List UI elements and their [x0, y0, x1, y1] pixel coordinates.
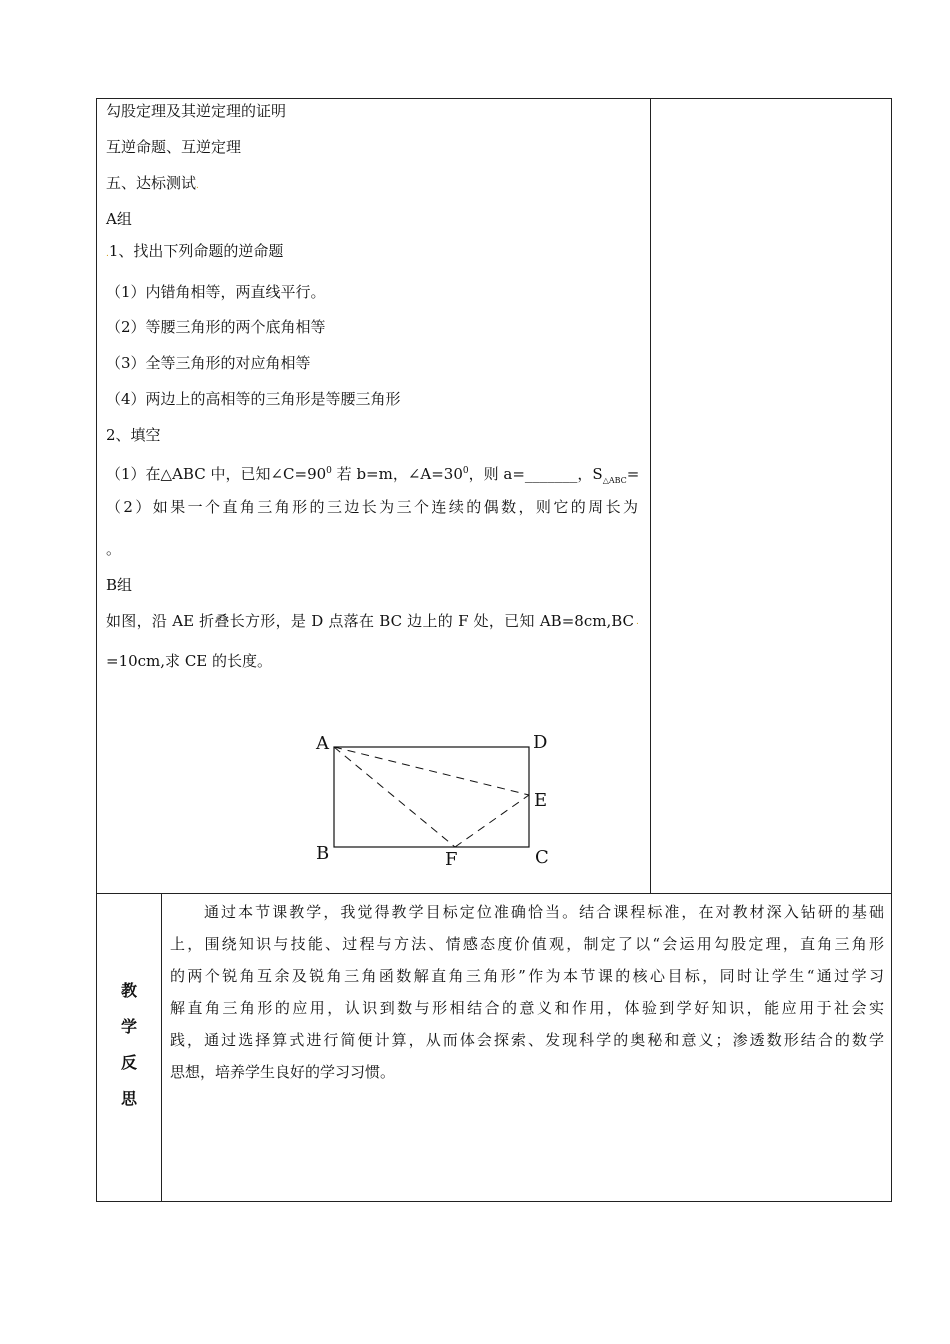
edit-mark: . [196, 181, 199, 191]
edit-mark: . [106, 249, 109, 259]
fill-in-1 [106, 461, 639, 491]
fold-line-ae [334, 747, 529, 795]
degree-mark: 0 [462, 466, 469, 476]
heading-inverse-propositions: 互逆命题、互逆定理 [106, 138, 242, 156]
problem-line-2: =10cm,求 CE 的长度。 [106, 652, 273, 670]
section-assessment [106, 173, 199, 196]
folded-rectangle-figure [305, 725, 565, 875]
reflection-line: 思想，培养学生良好的学习习惯。 [170, 1063, 396, 1081]
column-divider-reflection [161, 893, 162, 1202]
group-a-heading: A组 [106, 210, 132, 228]
reflection-label-char: 教 [120, 981, 137, 1000]
section-assessment-text: 五、达标测试 [106, 174, 197, 192]
item-1: （1）内错角相等，两直线平行。 [106, 283, 326, 301]
question-1 [106, 241, 283, 264]
question-2: 2、填空 [106, 426, 161, 444]
item-2: （2）等腰三角形的两个底角相等 [106, 318, 326, 336]
area-subscript: △ABC [602, 476, 627, 485]
rectangle-abcd [334, 747, 529, 847]
fill-in-1-part-a: （1）在△ABC 中，已知∠C=90 [106, 465, 327, 483]
row-divider [96, 893, 892, 894]
item-4: （4）两边上的高相等的三角形是等腰三角形 [106, 390, 401, 408]
label-b: B [316, 843, 330, 864]
reflection-label-char: 思 [120, 1089, 137, 1108]
group-b-heading: B组 [106, 576, 133, 594]
heading-proof: 勾股定理及其逆定理的证明 [106, 102, 287, 120]
reflection-line: 解直角三角形的应用，认识到数与形相结合的意义和作用，体验到学好知识，能应用于社会实 [170, 999, 884, 1017]
label-a: A [316, 733, 329, 754]
reflection-line: 上，围绕知识与技能、过程与方法、情感态度价值观，制定了以“会运用勾股定理，直角三角形 [170, 935, 884, 953]
fill-in-1-part-c: ，则 a=_______，S [468, 465, 603, 483]
item-3: （3）全等三角形的对应角相等 [106, 354, 311, 372]
degree-mark: 0 [326, 466, 332, 476]
label-c: C [535, 847, 549, 868]
reflection-label-char: 学 [120, 1017, 137, 1036]
problem-line-1: 如图，沿 AE 折叠长方形，是 D 点落在 BC 边上的 F 处，已知 AB=8cm,BC [106, 612, 634, 630]
label-e: E [534, 790, 548, 811]
fill-in-2: （2）如果一个直角三角形的三边长为三个连续的偶数，则它的周长为 [106, 498, 638, 516]
segment-fe [455, 795, 529, 847]
edit-mark: . [636, 617, 639, 627]
reflection-text [170, 896, 884, 1088]
question-1-text: 1、找出下列命题的逆命题 [108, 242, 284, 260]
reflection-line: 的两个锐角互余及锐角三角函数解直角三角形”作为本节课的核心目标，同时让学生“通过学习 [170, 967, 884, 985]
reflection-label-char: 反 [120, 1053, 137, 1072]
fill-in-1-part-d: = [626, 465, 640, 483]
label-d: D [533, 732, 548, 753]
fill-in-1-part-b: 若 b=m，∠A=30 [331, 465, 463, 483]
reflection-line: 践，通过选择算式进行简便计算，从而体会探索、发现科学的奥秘和意义；渗透数形结合的数学 [170, 1031, 884, 1049]
fill-in-2-end: 。 [106, 540, 122, 558]
column-divider-notes [650, 98, 651, 893]
label-f: F [445, 849, 458, 870]
reflection-line: 通过本节课教学，我觉得教学目标定位准确恰当。结合课程标准，在对教材深入钻研的基础 [204, 903, 884, 921]
